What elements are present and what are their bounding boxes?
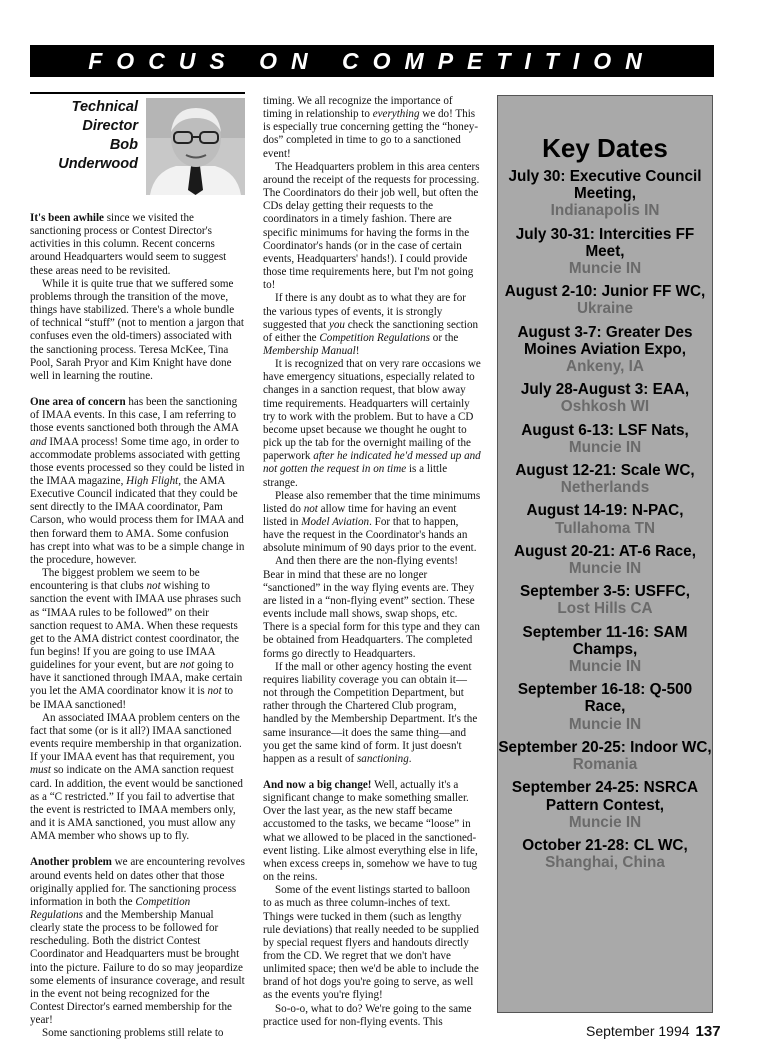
event-location: Ankeny, IA [566, 358, 644, 376]
key-date-item [498, 624, 712, 676]
author-photo [146, 98, 245, 195]
text: has been the sanctioning of IMAA events. In this case, I am referring to those events sanctioned both through the AMA [30, 396, 239, 435]
title-line: Technical [71, 99, 138, 115]
title-line: Underwood [58, 156, 138, 172]
key-dates-title: Key Dates [542, 133, 668, 163]
event-name: August 14-19: N-PAC, [526, 502, 684, 520]
text: we are encountering revolves around events held on dates other that those originally applied for. The sanctioning process information in both the [30, 856, 245, 908]
text: , the AMA Executive Council indicated that they could be sent directly to the IMAA coordinator, Pam Carson, who would process them for IMAA and then forward them to AMA. Some confusion has crept into what was to be a simple change in the procedure, however. [30, 474, 245, 566]
text: is a little strange. [263, 463, 448, 489]
event-name: September 24-25: NSRCA Pattern Contest, [511, 779, 699, 814]
event-location: Ukraine [576, 300, 634, 318]
key-date-item [498, 739, 712, 773]
text: An associated IMAA problem centers on the fact that some (or is it all?) IMAA sanctioned events require membership in that organization. If your IMAA event has that requirement, you [30, 711, 242, 764]
event-location: Lost Hills CA [557, 600, 653, 618]
event-name: August 3-7: Greater Des Moines Aviation Expo, [517, 323, 693, 358]
paragraph [263, 292, 481, 358]
emphasis: must [30, 764, 51, 777]
event-location: Netherlands [560, 479, 650, 497]
event-name: September 16-18: Q-500 Race, [517, 681, 693, 716]
text: since we visited the sanctioning process or Contest Director's activities in this column. Recent concerns around Headquarters would seem to suggest these areas need to be revisited. [30, 212, 227, 277]
key-date-item [498, 324, 712, 376]
key-date-item [498, 502, 712, 536]
event-location: Romania [572, 756, 638, 774]
key-date-item [498, 462, 712, 496]
event-name: August 20-21: AT-6 Race, [514, 542, 696, 560]
key-date-item [498, 837, 712, 871]
emphasis: everything [372, 108, 420, 121]
key-date-item [498, 381, 712, 415]
issue-date: September 1994 [586, 1023, 690, 1039]
paragraph: And then there are the non-flying events! Bear in mind that these are no longer “sanctioned” in the way flying events are. They are listed in a “non-flying event” section. These events include mall shows, swap shops, etc. There is a special form for this type and they can be obtained from Headquarters. The completed forms go directly to Headquarters. [263, 555, 480, 660]
paragraph: Some sanctioning problems still relate to [42, 1027, 224, 1040]
paragraph [263, 95, 481, 161]
text: timing. We all recognize the importance of timing in relationship to [263, 95, 453, 121]
text: or the [430, 331, 459, 344]
text: going to have it sanctioned through IMAA, make certain you let the AMA coordinator know it is [30, 659, 243, 698]
emphasis: sanctioning [356, 752, 409, 765]
event-location: Shanghai, China [545, 854, 665, 872]
event-location: Muncie IN [568, 260, 642, 278]
paragraph [263, 490, 481, 556]
header-rule [30, 92, 245, 94]
event-location: Oshkosh WI [560, 398, 650, 416]
text: and the Membership Manual clearly state the process to be followed for rescheduling. Both the district Contest Coordinator and Headquarters must be brought into the picture. Failure to do so may jeopardize some elements of insurance coverage, and result in the event not being recognized for the Contest Director's earned membership for the year! [30, 908, 245, 1027]
paragraph [30, 567, 245, 712]
text: allow time for having an event listed in [263, 502, 457, 528]
text: check the sanctioning section of either the [263, 318, 479, 344]
key-dates-sidebar [497, 95, 713, 1013]
event-name: September 20-25: Indoor WC, [498, 738, 712, 756]
text: we do! This is especially true concerning getting the “honey-dos” completed in time to go to a sanctioned event! [263, 108, 479, 160]
event-location: Muncie IN [568, 658, 642, 676]
text: If there is any doubt as to what they are for the various types of events, it is strongly suggested that [263, 292, 466, 331]
paragraph [263, 779, 481, 884]
text: Well, actually it's a significant change to make something smaller. Over the last year, as the new staff became accustomed to the tasks, we became “loose” in what we allowed to be placed in the sanctioned-event listing. Like almost everything else in life, when excess creeps in, somehow we have to tug on the reins. [263, 778, 478, 884]
title-line: Director [82, 118, 138, 134]
paragraph: While it is quite true that we suffered some problems through the transition of the move, things have stabilized. There's a whole bundle of technical “stuff” (not to mention a jargon that confuses even the old-timers) associated with the sanctioning process. Teresa McKee, Tina Pool, Sarah Pryor and Kim Knight have done well in learning the routine. [30, 277, 245, 382]
key-date-item [498, 168, 712, 220]
emphasis: not [146, 580, 161, 593]
portrait-image [146, 98, 245, 195]
title-line: Bob [109, 137, 138, 153]
event-name: September 11-16: SAM Champs, [522, 623, 688, 658]
lead-in: It's been awhile [30, 212, 104, 224]
lead-in: Another problem [30, 856, 112, 869]
text: . [408, 752, 412, 765]
key-date-item [498, 226, 712, 278]
event-name: July 30: Executive Council Meeting, [508, 168, 702, 203]
emphasis: and [30, 435, 47, 448]
text: IMAA process! Some time ago, in order to accommodate problems associated with getting those events processed so they could be listed in the IMAA magazine, [30, 435, 245, 487]
emphasis: not [180, 659, 195, 672]
event-name: September 3-5: USFFC, [520, 583, 690, 601]
event-name: July 30-31: Intercities FF Meet, [515, 225, 695, 260]
key-date-item [498, 583, 712, 617]
event-location: Muncie IN [568, 438, 642, 456]
text: Please also remember that the time minimums listed do [263, 489, 481, 515]
page-number: 137 [695, 1023, 721, 1040]
text: If the mall or other agency hosting the event requires liability coverage you can obtain it—not through the Competition Department, but rather through the Chartered Club program, handled by the Membership Department. It's the same insurance—it does the same thing—and you get the same kind of form. It just doesn't happen as a result of [263, 660, 478, 765]
key-date-item [498, 681, 712, 733]
text: so indicate on the AMA sanction request card. In addition, the event would be sanctioned as a “C restricted.” If you fail to advertise that the event is restricted to IMAA members only, and it is AMA sanctioned, you must allow any AMA member who shows up to fly. [30, 764, 243, 843]
column-header [30, 92, 245, 195]
key-date-item [498, 422, 712, 456]
text: . For that to happen, have the request in the Coordinator's hands an absolute minimum of 90 days prior to the event. [263, 516, 477, 555]
page-footer [586, 1023, 721, 1040]
event-name: August 12-21: Scale WC, [515, 462, 695, 480]
paragraph [30, 712, 245, 844]
key-date-item [498, 543, 712, 577]
text: wishing to sanction the event with IMAA use phrases such as “IMAA rules to be followed” on their sanction request to AMA. When these requests get to the AMA district contest coordinator, the fun begins! If you are going to use IMAA guidelines for your event, but are [30, 580, 242, 672]
key-date-item [498, 779, 712, 831]
paragraph: The Headquarters problem in this area centers around the receipt of the requests for processing. The Coordinators do their job well, but often the CDs delay getting their requests to the coordinators in a timely fashion. There are specific minimums for having the forms in the Coordinator's hands (or in the case of certain events, Headquarters' hands!). I could provide those time requirements here, but I'm not going to! [263, 160, 480, 292]
publication-title: Competition Regulations [30, 895, 191, 921]
paragraph [263, 661, 481, 766]
emphasis: after he indicated he'd messed up and not gotten the request in on time [263, 450, 481, 476]
section-banner: FOCUS ON COMPETITION [30, 45, 714, 77]
emphasis: you [328, 318, 345, 331]
event-name: October 21-28: CL WC, [522, 836, 688, 854]
paragraph [30, 856, 245, 1027]
publication-title: Membership Manual [263, 344, 356, 357]
publication-title: Competition Regulations [319, 331, 430, 344]
text: to be IMAA sanctioned! [30, 685, 234, 711]
key-date-item [498, 283, 712, 317]
event-location: Muncie IN [568, 715, 642, 733]
emphasis: not [207, 685, 222, 698]
paragraph [263, 358, 481, 490]
article-column-1 [30, 212, 245, 1041]
publication-title: High Flight [126, 474, 179, 487]
paragraph [30, 396, 245, 567]
event-name: August 2-10: Junior FF WC, [504, 283, 706, 301]
event-name: August 6-13: LSF Nats, [521, 421, 689, 439]
event-location: Muncie IN [568, 560, 642, 578]
event-location: Indianapolis IN [550, 202, 660, 220]
text: The biggest problem we seem to be encountering is that clubs [30, 567, 200, 593]
paragraph: Some of the event listings started to balloon to as much as three column-inches of text. Things were tucked in them (such as lengthy rule deviations) that really needed to be supplied by special request flyers and handouts directly from the CD. We regret that we don't have unlimited space; then we'd be able to include the brand of hot dogs you're going to serve, as well as the events you're flying! [263, 884, 479, 1002]
emphasis: not [303, 502, 318, 515]
event-location: Tullahoma TN [555, 519, 655, 537]
lead-in: One area of concern [30, 396, 126, 409]
event-location: Muncie IN [568, 813, 642, 831]
text: ! [355, 344, 360, 357]
lead-in: And now a big change! [263, 778, 372, 791]
text: It is recognized that on very rare occasions we have emergency situations, especially related to changes in a sanction request, that blow away time requirements. Headquarters will certainly try to work with the problem. But to have a CD become upset because we thought he ought to pick up the tab for the overnight mailing of the paperwork [263, 358, 481, 463]
paragraph: So-o-o, what to do? We're going to the same practice used for non-flying events. This [263, 1002, 472, 1028]
article-column-2 [263, 95, 481, 1029]
paragraph [30, 212, 245, 278]
publication-title: Model Aviation [301, 516, 370, 528]
event-name: July 28-August 3: EAA, [520, 381, 690, 399]
author-title [30, 98, 138, 174]
